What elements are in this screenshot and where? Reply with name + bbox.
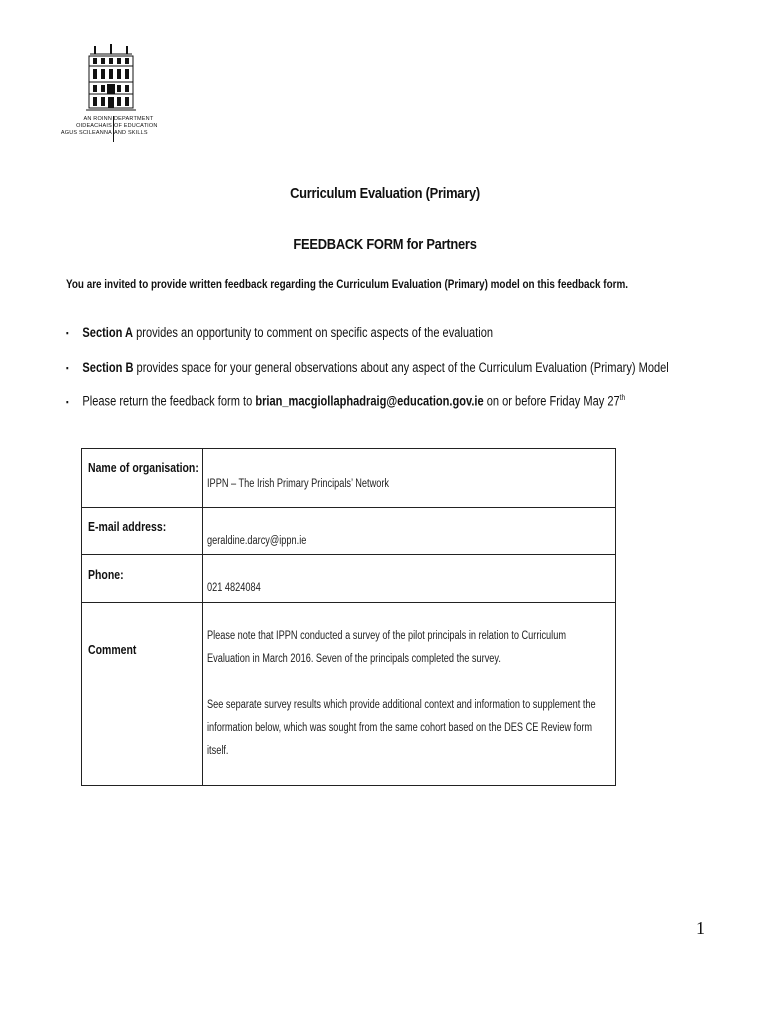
comment-paragraph: See separate survey results which provide additional context and information to supplement the information below, which was sought from the same cohort based on the DES CE Review form itself. xyxy=(207,699,596,757)
org-value: IPPN – The Irish Primary Principals’ Network xyxy=(207,478,390,490)
deadline-text: on or before Friday May 27 xyxy=(483,393,620,409)
deadline-ordinal: th xyxy=(619,393,626,402)
comment-paragraph: Please note that IPPN conducted a survey of the pilot principals in relation to Curriculum Evaluation in March 2016. Seven of the principals completed the survey. xyxy=(207,630,566,665)
logo-line: OIDEACHAIS xyxy=(76,123,112,129)
document-subtitle: FEEDBACK FORM for Partners xyxy=(293,236,477,253)
bullet-icon: ▪ xyxy=(66,396,69,407)
section-a-text: provides an opportunity to comment on specific aspects of the evaluation xyxy=(133,325,494,340)
list-item xyxy=(66,325,493,340)
comment-label: Comment xyxy=(88,643,137,657)
department-logo xyxy=(60,44,164,146)
document-title: Curriculum Evaluation (Primary) xyxy=(290,185,480,202)
logo-english-text xyxy=(114,116,158,137)
bullet-icon: ▪ xyxy=(66,328,69,339)
intro-text: You are invited to provide written feedback regarding the Curriculum Evaluation (Primary) model on this feedback form. xyxy=(66,279,629,291)
email-label: E-mail address: xyxy=(88,520,167,534)
return-instruction-text: Please return the feedback form to xyxy=(82,393,256,409)
logo-irish-text xyxy=(61,116,112,137)
building-icon xyxy=(86,44,136,114)
logo-line: DEPARTMENT xyxy=(114,116,154,122)
section-b-text: provides space for your general observations about any aspect of the Curriculum Evaluation (Primary) Model xyxy=(133,360,669,375)
page-number: 1 xyxy=(696,918,705,938)
logo-line: OF EDUCATION xyxy=(114,123,158,129)
row-divider xyxy=(82,602,615,603)
column-divider xyxy=(202,449,203,785)
phone-value: 021 4824084 xyxy=(207,582,261,594)
row-divider xyxy=(82,554,615,555)
section-b-label: Section B xyxy=(82,360,134,375)
list-item xyxy=(66,360,669,375)
logo-line: AND SKILLS xyxy=(114,130,148,136)
section-a-label: Section A xyxy=(82,325,134,340)
phone-label: Phone: xyxy=(88,568,124,582)
logo-line: AGUS SCILEANNA xyxy=(60,130,112,136)
row-divider xyxy=(82,507,615,508)
bullet-icon: ▪ xyxy=(66,363,69,374)
list-item xyxy=(66,393,625,409)
email-value: geraldine.darcy@ippn.ie xyxy=(207,535,307,547)
logo-line: AN ROINN xyxy=(83,116,112,122)
partner-details-table xyxy=(81,448,616,786)
org-label: Name of organisation: xyxy=(88,461,199,475)
return-email-link[interactable]: brian_macgiollaphadraig@education.gov.ie xyxy=(255,393,484,409)
